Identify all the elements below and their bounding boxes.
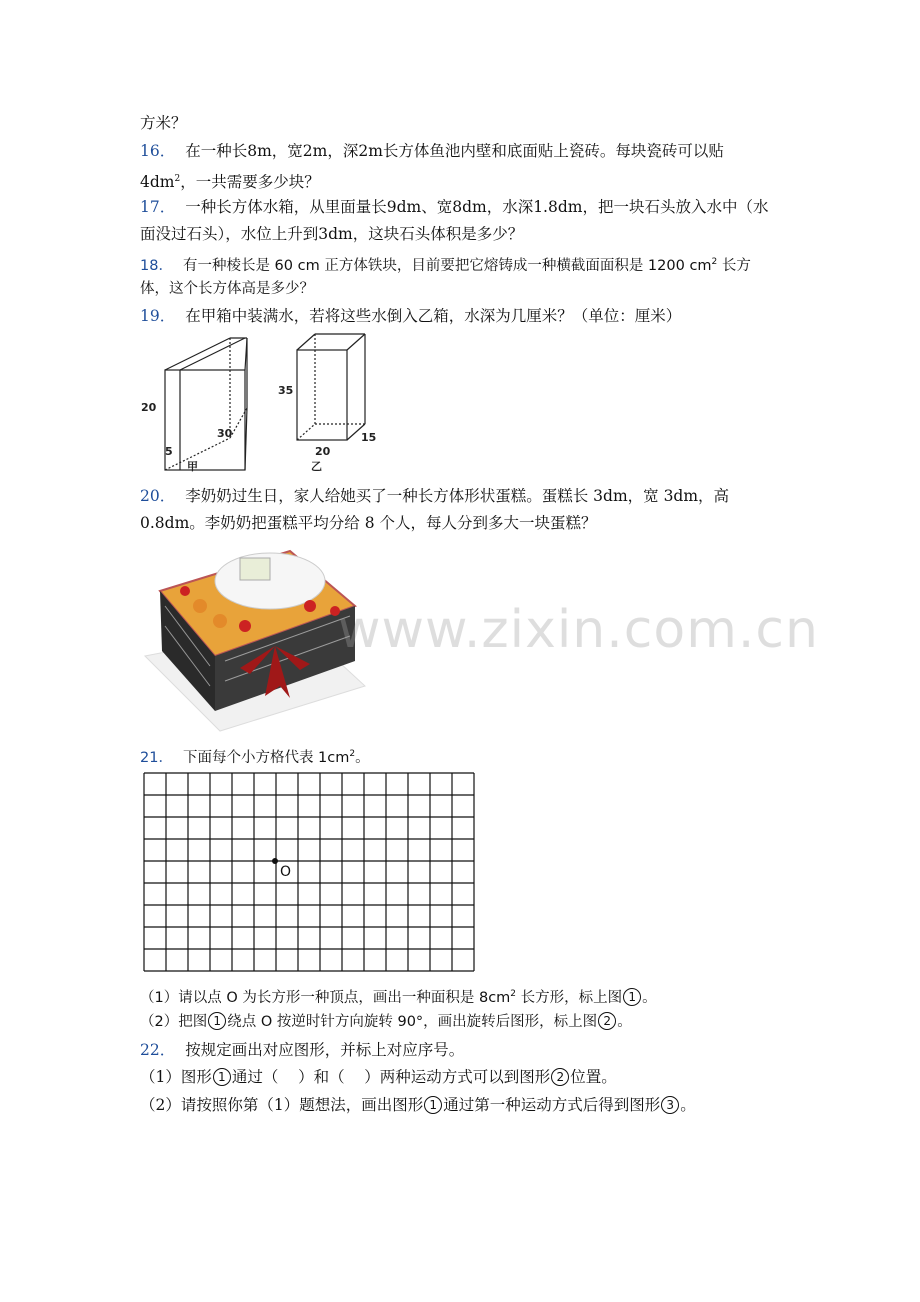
q16-line2 [140,169,320,192]
watermark-text: www.zixin.com.cn [338,600,819,660]
yi-width-label: 15 [361,431,377,444]
box-jia [165,338,247,470]
circled-2-mark: 2 [551,1068,569,1086]
q22-number: 22． [140,1041,176,1059]
q21-sub2-end: 。 [617,1014,632,1030]
q20-number: 20． [140,487,176,505]
q21-sup: 2 [349,749,356,759]
jia-height-label: 20 [141,401,157,414]
q21-sub1-text2: 长方形，标上图 [516,990,623,1006]
q22-text: 按规定画出对应图形，并标上对应序号。 [185,1041,465,1059]
q17-line2: 面没过石头），水位上升到3dm，这块石头体积是多少？ [140,225,524,243]
q17-text: 一种长方体水箱，从里面量长9dm、宽8dm，水深1.8dm，把一块石头放入水中（水 [185,198,769,216]
q22-line [140,1040,464,1060]
yi-name-label: 乙 [311,460,322,473]
q21-line [140,744,370,768]
jia-name-label: 甲 [187,460,198,473]
q19-number: 19． [140,307,176,325]
circled-3-mark: 3 [661,1096,679,1114]
q15-tail: 方米？ [140,114,187,132]
q22-sub1-end: 位置。 [570,1068,617,1086]
q18-sup: 2 [711,257,718,267]
q21-sub1 [140,984,657,1008]
q21-text: 下面每个小方格代表 1cm [182,750,350,766]
q19-line [140,306,681,326]
q16-question: ，一共需要多少块？ [180,173,320,191]
q21-sub1-text: （1）请以点 O 为长方形一种顶点，画出一种面积是 8cm [140,990,511,1006]
circled-1-mark: 1 [424,1096,442,1114]
q18-number: 18． [140,258,173,274]
q20-text: 李奶奶过生日，家人给她买了一种长方体形状蛋糕。蛋糕长 3dm，宽 3dm，高 [185,487,730,505]
q19-text: 在甲箱中装满水，若将这些水倒入乙箱，水深为几厘米？（单位：厘米） [185,307,682,325]
q20-line1 [140,486,729,506]
circled-1-mark: 1 [623,988,641,1006]
jia-width-label: 5 [165,445,173,458]
q16-area: 4dm [140,173,175,191]
q22-sub1-text: （1）图形 [140,1068,212,1086]
q22-sub2-text2: 通过第一种运动方式后得到图形 [443,1096,661,1114]
circled-2-mark: 2 [598,1012,616,1030]
q16-number: 16． [140,142,176,160]
q22-sub2 [140,1095,696,1115]
square-grid [143,772,477,976]
jia-length-label: 30 [217,427,233,440]
boxes-diagram [135,330,395,475]
cake-image [140,536,370,736]
q21-sub1-sup: 2 [510,989,517,999]
q21-text-end: 。 [355,750,370,766]
q22-sub1-text2: 通过（ ）和（ ）两种运动方式可以到图形 [231,1068,551,1086]
circled-1-mark: 1 [208,1012,226,1030]
q21-sub1-end: 。 [642,990,657,1006]
point-o-label: O [280,864,292,880]
q22-sub2-end: 。 [680,1096,696,1114]
q16-text: 在一种长8m，宽2m，深2m长方体鱼池内壁和底面贴上瓷砖。每块瓷砖可以贴 [185,142,724,160]
q16-sup: 2 [174,174,181,184]
box-yi [297,334,365,440]
circled-1-mark: 1 [213,1068,231,1086]
q17-number: 17． [140,198,176,216]
q16-line1 [140,141,724,161]
q21-sub2-text2: 绕点 O 按逆时针方向旋转 90°，画出旋转后图形，标上图 [227,1014,598,1030]
q18-text: 有一种棱长是 60 cm 正方体铁块，目前要把它熔铸成一种横截面面积是 1200 cm [182,258,712,274]
q17-line1 [140,197,768,217]
yi-length-label: 20 [315,445,331,458]
q21-sub2 [140,1012,632,1032]
q18-line2: 体，这个长方体高是多少？ [140,281,314,297]
yi-height-label: 35 [278,384,294,397]
point-o [272,858,278,864]
q18-line1 [140,252,751,276]
q21-number: 21． [140,750,173,766]
q22-sub2-text: （2）请按照你第（1）题想法，画出图形 [140,1096,424,1114]
q22-sub1 [140,1067,617,1087]
q21-sub2-text: （2）把图 [140,1014,208,1030]
q18-text-end: 长方 [717,258,751,274]
q20-line2: 0.8dm。李奶奶把蛋糕平均分给 8 个人，每人分到多大一块蛋糕？ [140,514,597,532]
